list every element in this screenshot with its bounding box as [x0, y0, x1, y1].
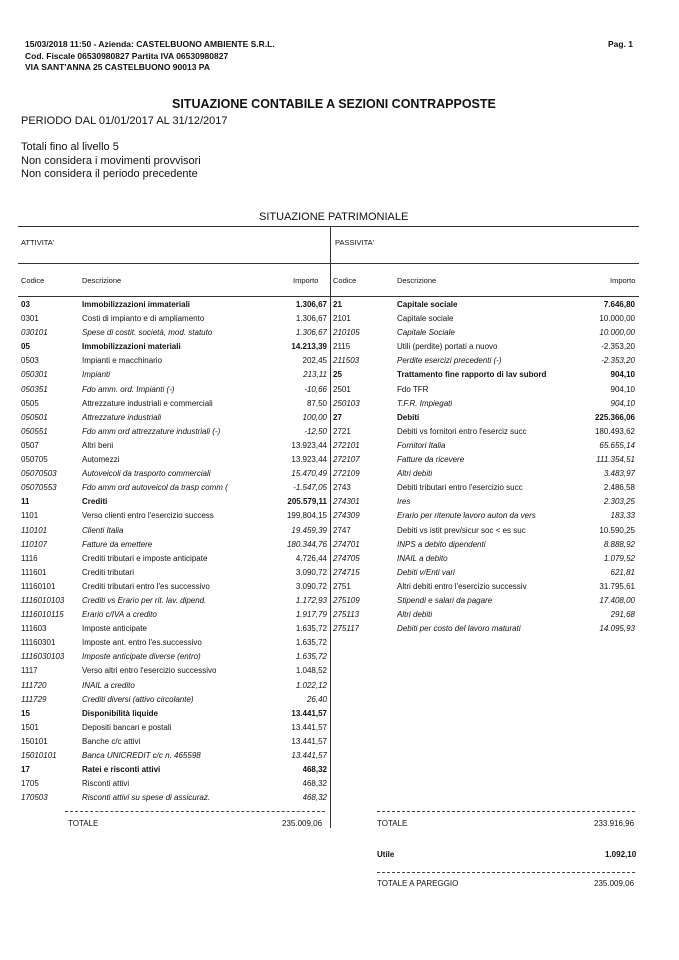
table-row — [333, 495, 637, 509]
table-row — [333, 383, 637, 397]
account-amount: 1.306,67 — [295, 328, 327, 338]
balance-total-label: TOTALE A PAREGGIO — [377, 879, 459, 888]
account-amount: 1.022,12 — [295, 680, 327, 690]
account-code: 05070553 — [21, 483, 57, 493]
assets-amount-header: Importo — [293, 276, 319, 285]
table-row — [21, 326, 329, 340]
account-code: 111603 — [21, 624, 47, 634]
account-description: Banca UNICREDIT c/c n. 465598 — [82, 751, 201, 760]
account-amount: 17.408,00 — [599, 595, 635, 605]
account-code: 050351 — [21, 384, 48, 394]
account-description: Imposte ant. entro l'es.successivo — [82, 638, 202, 648]
assets-heading: ATTIVITA' — [21, 238, 55, 247]
table-row — [333, 509, 637, 523]
account-code: 27 — [333, 412, 342, 422]
table-row — [333, 312, 637, 326]
table-row — [333, 594, 637, 608]
account-code: 274701 — [333, 539, 360, 549]
account-code: 050501 — [21, 412, 48, 422]
account-amount: 205.579,11 — [287, 497, 327, 507]
account-description: Crediti vs Erario per rit. lav. dipend. — [82, 595, 207, 605]
account-code: 275113 — [333, 610, 360, 620]
account-amount: 10.000,00 — [599, 314, 635, 324]
table-row — [333, 397, 637, 411]
account-description: Imposte anticipate — [82, 624, 147, 634]
table-row — [21, 397, 329, 411]
table-row — [21, 383, 329, 397]
table-row — [333, 467, 637, 481]
account-code: 030101 — [21, 328, 48, 338]
table-row — [21, 298, 329, 312]
account-code: 111720 — [21, 680, 47, 690]
table-row — [333, 425, 637, 439]
table-row — [21, 425, 329, 439]
table-row — [333, 566, 637, 580]
account-amount: 87,50 — [306, 398, 327, 408]
account-description: Automezzi — [82, 455, 120, 465]
account-amount: 1.635,72 — [295, 624, 327, 634]
account-description: Risconti attivi su spese di assicuraz. — [82, 793, 211, 803]
account-code: 2101 — [333, 314, 351, 324]
table-top-border — [18, 226, 639, 227]
account-description: INAIL a debito — [397, 553, 448, 563]
account-amount: 468,32 — [302, 779, 327, 789]
company-header — [25, 39, 275, 74]
account-description: Fatture da ricevere — [397, 455, 465, 465]
account-amount: 26,40 — [306, 694, 327, 704]
account-code: 1116010115 — [21, 610, 64, 620]
account-description: Banche c/c attivi — [82, 736, 141, 746]
table-row — [21, 749, 329, 763]
report-notes — [21, 141, 201, 182]
account-code: 272101 — [333, 440, 360, 450]
account-description: Capitale sociale — [397, 314, 454, 324]
account-amount: 7.646,80 — [603, 300, 635, 309]
liabilities-heading: PASSIVITA' — [335, 238, 375, 247]
table-row — [333, 326, 637, 340]
account-code: 0503 — [21, 356, 39, 366]
account-code: 11160101 — [21, 581, 56, 591]
account-description: Fdo amm ord autoveicol da trasp comm ( — [82, 483, 228, 493]
account-description: Capitale sociale — [397, 300, 458, 309]
account-amount: 2.486,58 — [603, 483, 635, 493]
account-description: Crediti tributari e imposte anticipate — [82, 553, 208, 563]
table-row — [333, 538, 637, 552]
account-description: Crediti — [82, 497, 108, 507]
account-amount: 10.000,00 — [599, 328, 635, 338]
account-code: 274705 — [333, 553, 360, 563]
account-description: Capitale Sociale — [397, 328, 455, 338]
section-header-border — [18, 263, 639, 264]
account-amount: 183,33 — [610, 511, 635, 521]
account-description: Disponibilità liquide — [82, 708, 158, 718]
table-row — [333, 524, 637, 538]
account-code: 211503 — [333, 356, 360, 366]
account-amount: 13.441,57 — [291, 736, 327, 746]
account-description: Impianti e macchinario — [82, 356, 163, 366]
assets-code-header: Codice — [21, 276, 45, 285]
account-amount: 3.090,72 — [295, 581, 327, 591]
liabilities-desc-header: Descrizione — [397, 276, 437, 285]
account-code: 050301 — [21, 370, 48, 380]
table-row — [21, 763, 329, 777]
report-title: SITUAZIONE CONTABILE A SEZIONI CONTRAPPOSTE — [172, 97, 496, 111]
account-description: Spese di costit. società, mod. statuto — [82, 328, 213, 338]
assets-total-label: TOTALE — [68, 819, 99, 828]
table-row — [21, 354, 329, 368]
table-row — [21, 566, 329, 580]
account-code: 1501 — [21, 722, 39, 732]
table-row — [21, 340, 329, 354]
account-description: Debiti vs fornitori entro l'eserciz succ — [397, 426, 527, 436]
account-description: Stipendi e salari da pagare — [397, 595, 493, 605]
table-row — [21, 368, 329, 382]
account-amount: 1.172,93 — [295, 595, 327, 605]
table-row — [21, 679, 329, 693]
account-code: 150101 — [21, 736, 48, 746]
account-description: Impianti — [82, 370, 111, 380]
account-description: Debiti vs istit prev/sicur soc < es suc — [397, 525, 526, 535]
table-row — [21, 538, 329, 552]
header-line-1: 15/03/2018 11:50 - Azienda: CASTELBUONO AMBIENTE S.R.L. — [25, 39, 275, 49]
table-row — [333, 368, 637, 382]
account-amount: -10,66 — [304, 384, 327, 394]
table-row — [21, 650, 329, 664]
liabilities-code-header: Codice — [333, 276, 357, 285]
account-amount: 180.344,76 — [286, 539, 327, 549]
account-amount: 225.366,06 — [594, 412, 635, 422]
account-amount: 1.306,67 — [295, 300, 327, 309]
account-amount: 180.493,62 — [594, 426, 635, 436]
account-amount: 3.483,97 — [603, 469, 635, 479]
table-row — [21, 636, 329, 650]
table-row — [21, 481, 329, 495]
account-amount: -2.353,20 — [601, 342, 635, 352]
account-amount: 468,32 — [302, 765, 327, 775]
account-amount: 100,00 — [302, 412, 327, 422]
account-description: Debiti per costo del lavoro maturati — [397, 624, 521, 634]
table-row — [333, 552, 637, 566]
account-code: 2751 — [333, 581, 351, 591]
account-description: Erario per ritenute lavoro auton da vers — [397, 511, 536, 521]
account-amount: 31.795,61 — [599, 581, 635, 591]
account-description: Altri beni — [82, 440, 114, 450]
page-number: Pag. 1 — [608, 39, 634, 49]
account-amount: 213,11 — [303, 370, 327, 380]
account-amount: 1.917,79 — [295, 610, 327, 620]
table-row — [21, 721, 329, 735]
account-amount: 904,10 — [610, 370, 635, 380]
account-description: Imposte anticipate diverse (entro) — [82, 652, 201, 662]
account-description: Debiti v/Enti vari — [397, 567, 455, 577]
account-description: Fatture da emettere — [82, 539, 153, 549]
table-row — [333, 622, 637, 636]
account-amount: 4.726,44 — [295, 553, 327, 563]
account-description: Utili (perdite) portati a nuovo — [397, 342, 498, 352]
account-code: 272109 — [333, 469, 360, 479]
table-row — [333, 411, 637, 425]
account-amount: 19.459,39 — [291, 525, 327, 535]
section-title: SITUAZIONE PATRIMONIALE — [259, 211, 409, 223]
account-description: Verso clienti entro l'esercizio success — [82, 511, 214, 521]
table-row — [333, 453, 637, 467]
liabilities-total-label: TOTALE — [377, 819, 408, 828]
account-description: Debiti tributari entro l'esercizio succ — [397, 483, 523, 493]
account-code: 21 — [333, 300, 342, 309]
account-code: 1116 — [21, 553, 38, 563]
account-description: Fdo TFR — [397, 384, 429, 394]
account-amount: 621,81 — [610, 567, 635, 577]
account-description: Attrezzature industriali e commerciali — [82, 398, 213, 408]
table-row — [333, 340, 637, 354]
account-code: 274309 — [333, 511, 360, 521]
account-description: Altri debiti — [397, 610, 433, 620]
account-description: Autoveicoli da trasporto commerciali — [82, 469, 211, 479]
account-amount: 13.923,44 — [291, 455, 327, 465]
account-amount: 1.635,72 — [295, 638, 327, 648]
account-code: 274301 — [333, 497, 360, 507]
account-code: 1101 — [21, 511, 39, 521]
account-code: 0505 — [21, 398, 39, 408]
account-description: Crediti diversi (attivo circolante) — [82, 694, 194, 704]
table-row — [21, 524, 329, 538]
table-row — [21, 467, 329, 481]
note-line: Totali fino al livello 5 — [21, 141, 119, 153]
table-row — [333, 580, 637, 594]
account-amount: 1.048,52 — [295, 666, 327, 676]
account-description: Clienti Italia — [82, 525, 124, 535]
table-row — [21, 664, 329, 678]
account-code: 111601 — [21, 567, 47, 577]
table-row — [21, 594, 329, 608]
account-description: Attrezzature industriali — [82, 412, 162, 422]
table-row — [333, 439, 637, 453]
assets-total-separator — [65, 811, 325, 812]
account-amount: 1.079,52 — [603, 553, 635, 563]
account-amount: 65.655,14 — [599, 440, 635, 450]
table-row — [21, 580, 329, 594]
account-code: 15010101 — [21, 751, 57, 760]
account-amount: 3.090,72 — [295, 567, 327, 577]
account-code: 25 — [333, 370, 342, 380]
table-row — [21, 622, 329, 636]
account-amount: 8.888,92 — [603, 539, 635, 549]
profit-amount: 1.092,10 — [605, 850, 637, 859]
account-code: 272107 — [333, 455, 360, 465]
account-code: 11 — [21, 497, 30, 507]
table-row — [21, 791, 329, 805]
account-description: Depositi bancari e postali — [82, 722, 172, 732]
table-row — [21, 707, 329, 721]
table-row — [21, 509, 329, 523]
note-line: Non considera i movimenti provvisori — [21, 154, 201, 167]
assets-rows — [21, 298, 329, 805]
table-row — [21, 777, 329, 791]
account-description: Altri debiti entro l'esercizio successiv — [397, 581, 527, 591]
table-row — [21, 495, 329, 509]
account-description: Erario c/IVA a credito — [82, 610, 157, 620]
header-line-3: VIA SANT'ANNA 25 CASTELBUONO 90013 PA — [25, 62, 210, 72]
table-row — [21, 735, 329, 749]
account-description: Crediti tributari entro l'es successivo — [82, 581, 210, 591]
account-amount: 291,68 — [610, 610, 635, 620]
account-amount: 1.635,72 — [295, 652, 327, 662]
table-row — [333, 608, 637, 622]
table-row — [21, 552, 329, 566]
balance-total-amount: 235.009,06 — [594, 879, 635, 888]
account-amount: 13.923,44 — [291, 440, 327, 450]
table-row — [333, 481, 637, 495]
account-code: 0507 — [21, 440, 39, 450]
account-code: 050551 — [21, 426, 48, 436]
account-code: 1116010103 — [21, 595, 65, 605]
account-description: Costi di impianto e di ampliamento — [82, 314, 205, 324]
account-code: 210105 — [333, 328, 360, 338]
account-amount: 468,32 — [302, 793, 327, 803]
account-description: Altri debiti — [397, 469, 433, 479]
account-code: 275117 — [333, 624, 360, 634]
table-row — [21, 439, 329, 453]
account-description: Fornitori Italia — [397, 440, 446, 450]
account-code: 15 — [21, 708, 30, 718]
account-description: Immobilizzazioni materiali — [82, 342, 181, 352]
account-description: Risconti attivi — [82, 779, 130, 789]
account-code: 17 — [21, 765, 30, 775]
account-description: Verso altri entro l'esercizio successivo — [82, 666, 217, 676]
table-row — [21, 608, 329, 622]
column-header-border — [18, 296, 639, 297]
account-code: 1117 — [21, 666, 38, 676]
account-amount: 13.441,57 — [291, 751, 327, 760]
account-code: 2721 — [333, 426, 351, 436]
account-code: 111729 — [21, 694, 47, 704]
account-code: 170503 — [21, 793, 48, 803]
account-description: Trattamento fine rapporto di lav subord — [397, 370, 547, 380]
account-code: 1705 — [21, 779, 39, 789]
table-row — [21, 411, 329, 425]
account-amount: 1.306,67 — [295, 314, 327, 324]
account-description: Debiti — [397, 412, 420, 422]
table-row — [21, 453, 329, 467]
account-code: 11160301 — [21, 638, 56, 648]
account-description: Ires — [397, 497, 411, 507]
account-description: Fdo amm ord attrezzature industriali (-) — [82, 426, 221, 436]
account-code: 274715 — [333, 567, 360, 577]
column-divider — [330, 226, 331, 828]
account-code: 0301 — [21, 314, 39, 324]
account-description: Immobilizzazioni immateriali — [82, 300, 191, 309]
account-description: Ratei e risconti attivi — [82, 765, 161, 775]
account-description: Fdo amm. ord. Impianti (-) — [82, 384, 175, 394]
liabilities-total-amount: 233.916,96 — [594, 819, 635, 828]
account-amount: 904,10 — [610, 384, 635, 394]
period: PERIODO DAL 01/01/2017 AL 31/12/2017 — [21, 115, 228, 127]
header-line-2: Cod. Fiscale 06530980827 Partita IVA 06530980827 — [25, 50, 229, 61]
account-amount: 10.590,25 — [599, 525, 635, 535]
liabilities-total-separator — [377, 811, 635, 812]
account-code: 2743 — [333, 483, 351, 493]
account-description: INAIL a credito — [82, 680, 135, 690]
account-amount: -12,50 — [304, 426, 327, 436]
assets-desc-header: Descrizione — [82, 276, 122, 285]
account-description: INPS a debito dipendenti — [397, 539, 486, 549]
account-code: 2115 — [333, 342, 351, 352]
account-code: 03 — [21, 300, 30, 309]
account-amount: -2.353,20 — [601, 356, 635, 366]
note-line: Non considera il periodo precedente — [21, 168, 198, 180]
table-row — [21, 693, 329, 707]
account-amount: 13.441,57 — [291, 722, 327, 732]
table-row — [333, 298, 637, 312]
account-code: 2747 — [333, 525, 351, 535]
account-amount: 199.804,15 — [286, 511, 327, 521]
account-code: 050705 — [21, 455, 48, 465]
account-amount: 14.095,93 — [599, 624, 635, 634]
liabilities-amount-header: Importo — [610, 276, 636, 285]
account-description: Crediti tributari — [82, 567, 135, 577]
profit-label: Utile — [377, 850, 395, 859]
account-amount: 2.303,25 — [603, 497, 635, 507]
account-amount: -1.547,05 — [293, 483, 327, 493]
account-amount: 202,45 — [302, 356, 327, 366]
table-row — [333, 354, 637, 368]
account-code: 05 — [21, 342, 30, 352]
account-code: 250103 — [333, 398, 360, 408]
balance-total-separator — [377, 872, 635, 873]
table-row — [21, 312, 329, 326]
account-amount: 14.213,39 — [291, 342, 327, 352]
account-code: 275109 — [333, 595, 360, 605]
assets-total-amount: 235.009,06 — [282, 819, 323, 828]
account-amount: 904,10 — [610, 398, 635, 408]
account-code: 110101 — [21, 525, 48, 535]
liabilities-rows — [333, 298, 637, 636]
account-description: Perdite esercizi precedenti (-) — [397, 356, 502, 366]
account-amount: 15.470,49 — [291, 469, 327, 479]
account-code: 1116030103 — [21, 652, 65, 662]
account-description: T.F.R. Impiegati — [397, 398, 453, 408]
account-code: 110107 — [21, 539, 48, 549]
account-code: 2501 — [333, 384, 351, 394]
account-amount: 111.354,51 — [596, 455, 635, 465]
account-amount: 13.441,57 — [291, 708, 327, 718]
account-code: 05070503 — [21, 469, 57, 479]
